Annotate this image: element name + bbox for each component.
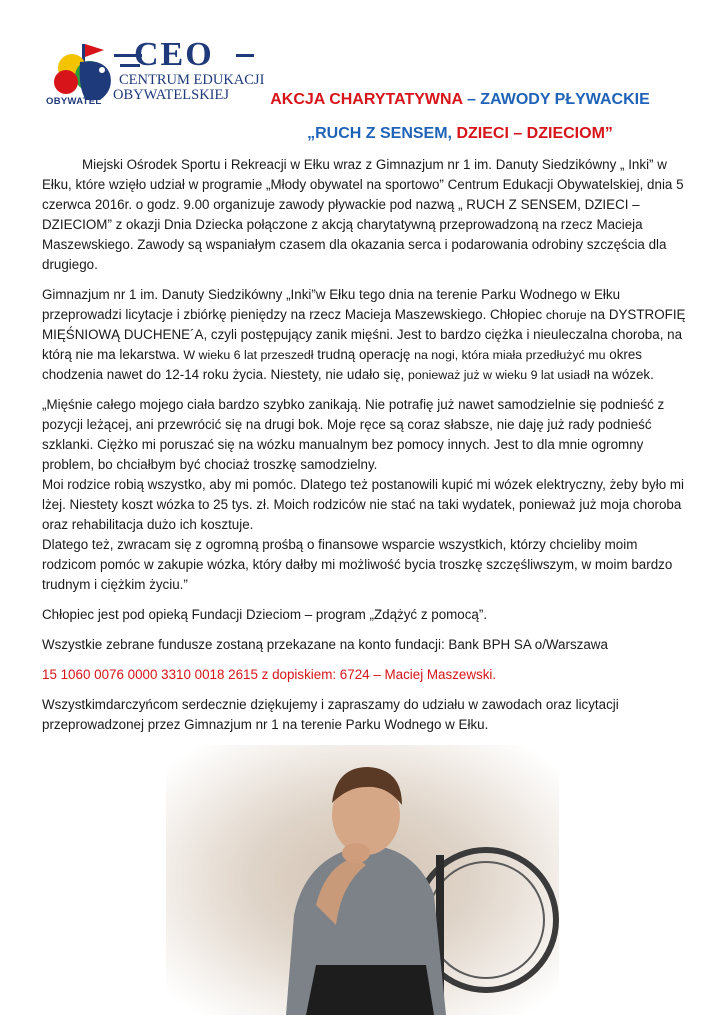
p2-g: okres chodzenia nawet do 12-14 roku życia. Niestety, nie udało się,	[42, 347, 642, 382]
subtitle-part-blue: „RUCH Z SENSEM,	[307, 125, 457, 142]
paragraph-foundation: Chłopiec jest pod opieką Fundacji Dzieciom – program „Zdążyć z pomocą”.	[42, 607, 488, 622]
paragraph-bank: Wszystkie zebrane fundusze zostaną przekazane na konto fundacji: Bank BPH SA o/Warszawa	[42, 637, 608, 652]
subtitle-part-red: DZIECI – DZIECIOM”	[456, 125, 613, 142]
logo-line1: CENTRUM EDUKACJI	[119, 72, 265, 88]
logo-obywatel: OBYWATEL	[46, 96, 102, 107]
logo-line2: OBYWATELSKIEJ	[113, 87, 229, 103]
boy-in-wheelchair-image	[166, 745, 559, 1015]
logo-ceo-text: CEO	[134, 36, 214, 73]
quote-line-1: „Mięśnie całego mojego ciała bardzo szybko zanikają. Nie potrafię już nawet samodzielnie się podnieść z pozycji leżącej, ani przewrócić się na drugi bok. Moje ręce są coraz słabsze, nie daję już rady podnieść szklanki. Ciężko mi poruszać się na wózku manualnym bez pomocy innych. Jest to dla mnie ogromny problem, bo chciałbym być chociaż troszkę samodzielny.	[42, 397, 665, 472]
paragraph-intro: Miejski Ośrodek Sportu i Rekreacji w Ełku wraz z Gimnazjum nr 1 im. Danuty Siedzikówny „ Inki” w Ełku, które wzięło udział w programie „Młody obywatel na sportowo” Centrum Edukacji Obywatelskiej, dnia 5 czerwca 2016r. o godz. 9.00 organizuje zawody pływackie pod nazwą „ RUCH Z SENSEM, DZIECI – DZIECIOM” z okazji Dnia Dziecka połączone z akcją charytatywną przeprowadzoną na rzecz Macieja Maszewskiego. Zawody są wspaniałym czasem dla okazania serca i podarowania odrobiny szczęścia dla drugiego.	[42, 157, 684, 272]
quote-line-3: Dlatego też, zwracam się z ogromną prośbą o finansowe wsparcie wszystkich, którzy chcieliby moim rodzicom pomóc w zakupie wózka, który dałby mi możliwość bycia troszkę szczęśliwszym, w moim bardzo trudnym i ciężkim życiu.”	[42, 537, 673, 592]
boy-wheelchair-photo	[166, 745, 559, 1015]
p2-d: W wieku 6 lat przeszedł	[183, 348, 314, 362]
logo-bar-icon	[114, 52, 314, 62]
title-part-red: AKCJA CHARYTATYWNA	[270, 91, 463, 108]
p2-c: na DYSTROFIĘ MIĘŚNIOWĄ DUCHENE´A, czyli postępujący zanik mięśni. Jest to bardzo ciężka i nieuleczalna choroba, na którą nie ma lekarstwa.	[42, 307, 686, 362]
p2-f: na nogi, która miała przedłużyć mu	[414, 348, 606, 362]
p2-i: na wózek.	[589, 367, 654, 382]
paragraph-thanks: Wszystkimdarczyńcom serdecznie dziękujemy i zapraszamy do udziału w zawodach oraz licytacji przeprowadzonej przez Gimnazjum nr 1 na terenie Parku Wodnego w Ełku.	[42, 697, 619, 732]
p2-h: ponieważ już w wieku 9 lat usiadł	[407, 368, 590, 382]
paragraph-illness	[42, 285, 692, 385]
page-subtitle	[250, 125, 670, 143]
p2-e: trudną operację	[313, 347, 415, 362]
p2-b: choruje	[545, 308, 587, 322]
page-title	[250, 91, 670, 109]
p2-a: Gimnazjum nr 1 im. Danuty Siedzikówny „Inki”w Ełku tego dnia na terenie Parku Wodnego w Ełku przeprowadzi licytacje i zbiórkę pieniędzy na rzecz Macieja Maszewskiego. Chłopiec	[42, 287, 621, 322]
quote-line-2: Moi rodzice robią wszystko, aby mi pomóc. Dlatego też postanowili kupić mi wózek elektryczny, żeby było mi lżej. Niestety koszt wózka to 25 tys. zł. Moich rodziców nie stać na taki wydatek, ponieważ już moja choroba oraz rehabilitacja dużo ich kosztuje.	[42, 477, 684, 532]
bank-account-number: 15 1060 0076 0000 3310 0018 2615 z dopiskiem: 6724 – Maciej Maszewski.	[42, 667, 497, 682]
article-body	[42, 155, 692, 735]
title-part-blue: – ZAWODY PŁYWACKIE	[462, 91, 650, 108]
